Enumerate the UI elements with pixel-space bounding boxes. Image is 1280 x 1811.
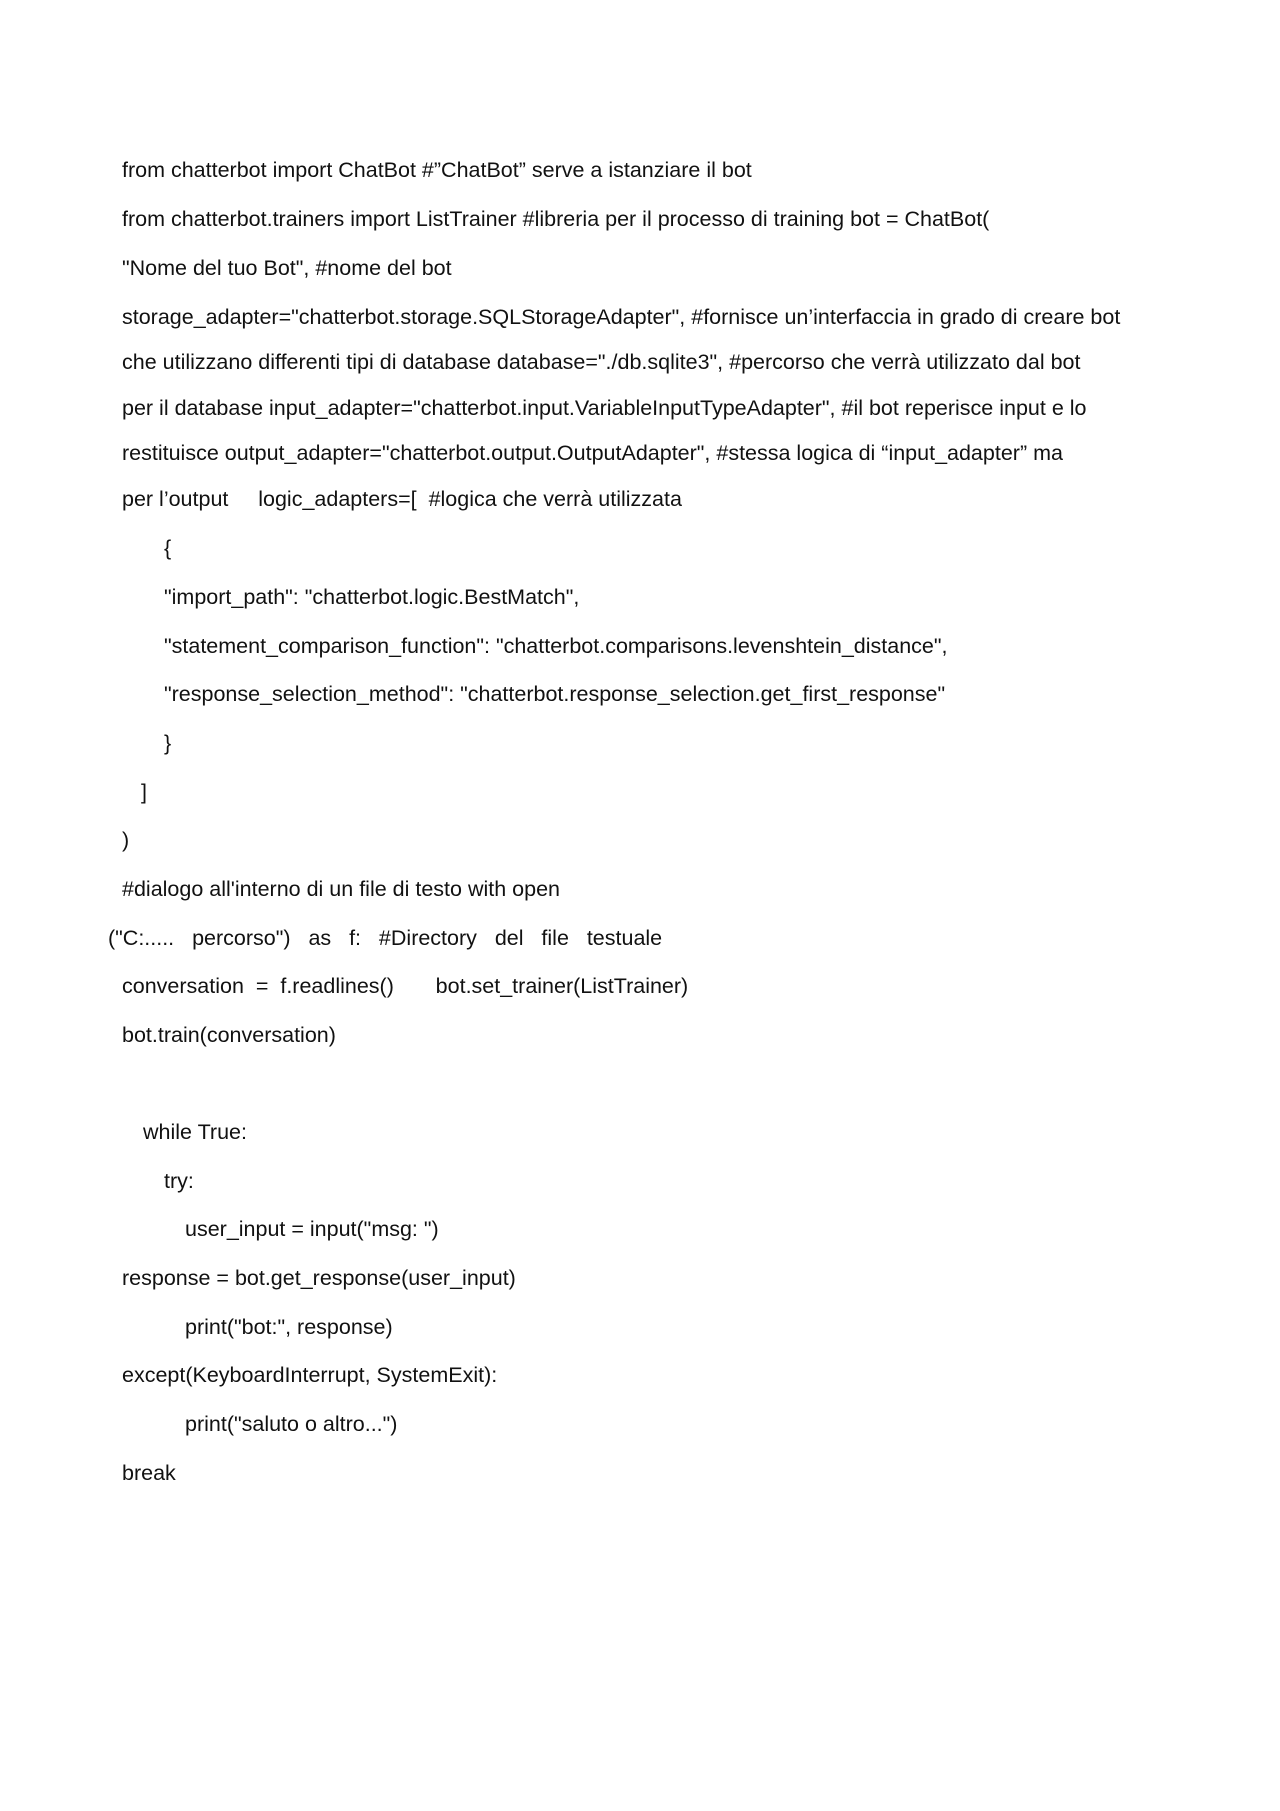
code-line-21: try:	[164, 1169, 194, 1193]
code-line-22: user_input = input("msg: ")	[185, 1217, 439, 1241]
code-line-9: {	[164, 536, 172, 560]
code-line-19: bot.train(conversation)	[122, 1023, 336, 1047]
code-line-17: ("C:..... percorso") as f: #Directory del file testuale	[108, 926, 663, 950]
code-line-27: break	[122, 1461, 176, 1485]
code-line-7: restituisce output_adapter="chatterbot.output.OutputAdapter", #stessa logica di “input_adapter” ma	[122, 441, 1063, 465]
code-line-20: while True:	[143, 1120, 247, 1144]
code-line-10: "import_path": "chatterbot.logic.BestMatch",	[164, 585, 580, 609]
code-line-5: che utilizzano differenti tipi di database database="./db.sqlite3", #percorso che verrà utilizzato dal bot	[122, 350, 1081, 374]
code-line-23: response = bot.get_response(user_input)	[122, 1266, 516, 1290]
code-line-1: from chatterbot import ChatBot #”ChatBot” serve a istanziare il bot	[122, 158, 752, 182]
code-line-25: except(KeyboardInterrupt, SystemExit):	[122, 1363, 498, 1387]
code-line-26: print("saluto o altro...")	[185, 1412, 398, 1436]
code-line-18: conversation = f.readlines() bot.set_trainer(ListTrainer)	[122, 974, 689, 998]
code-line-15: )	[122, 828, 130, 852]
code-line-11: "statement_comparison_function": "chatterbot.comparisons.levenshtein_distance",	[164, 634, 948, 658]
code-line-2: from chatterbot.trainers import ListTrainer #libreria per il processo di training bot = ChatBot(	[122, 207, 990, 231]
code-line-13: }	[164, 731, 172, 755]
code-line-4: storage_adapter="chatterbot.storage.SQLStorageAdapter", #fornisce un’interfaccia in grado di creare bot	[122, 305, 1121, 329]
code-line-12: "response_selection_method": "chatterbot.response_selection.get_first_response"	[164, 682, 946, 706]
code-line-3: "Nome del tuo Bot", #nome del bot	[122, 256, 452, 280]
code-line-14: ]	[141, 780, 147, 804]
code-line-16: #dialogo all'interno di un file di testo with open	[122, 877, 560, 901]
code-line-24: print("bot:", response)	[185, 1315, 393, 1339]
code-line-6: per il database input_adapter="chatterbot.input.VariableInputTypeAdapter", #il bot reperisce input e lo	[122, 396, 1087, 420]
code-line-8: per l’output logic_adapters=[ #logica che verrà utilizzata	[122, 487, 682, 511]
